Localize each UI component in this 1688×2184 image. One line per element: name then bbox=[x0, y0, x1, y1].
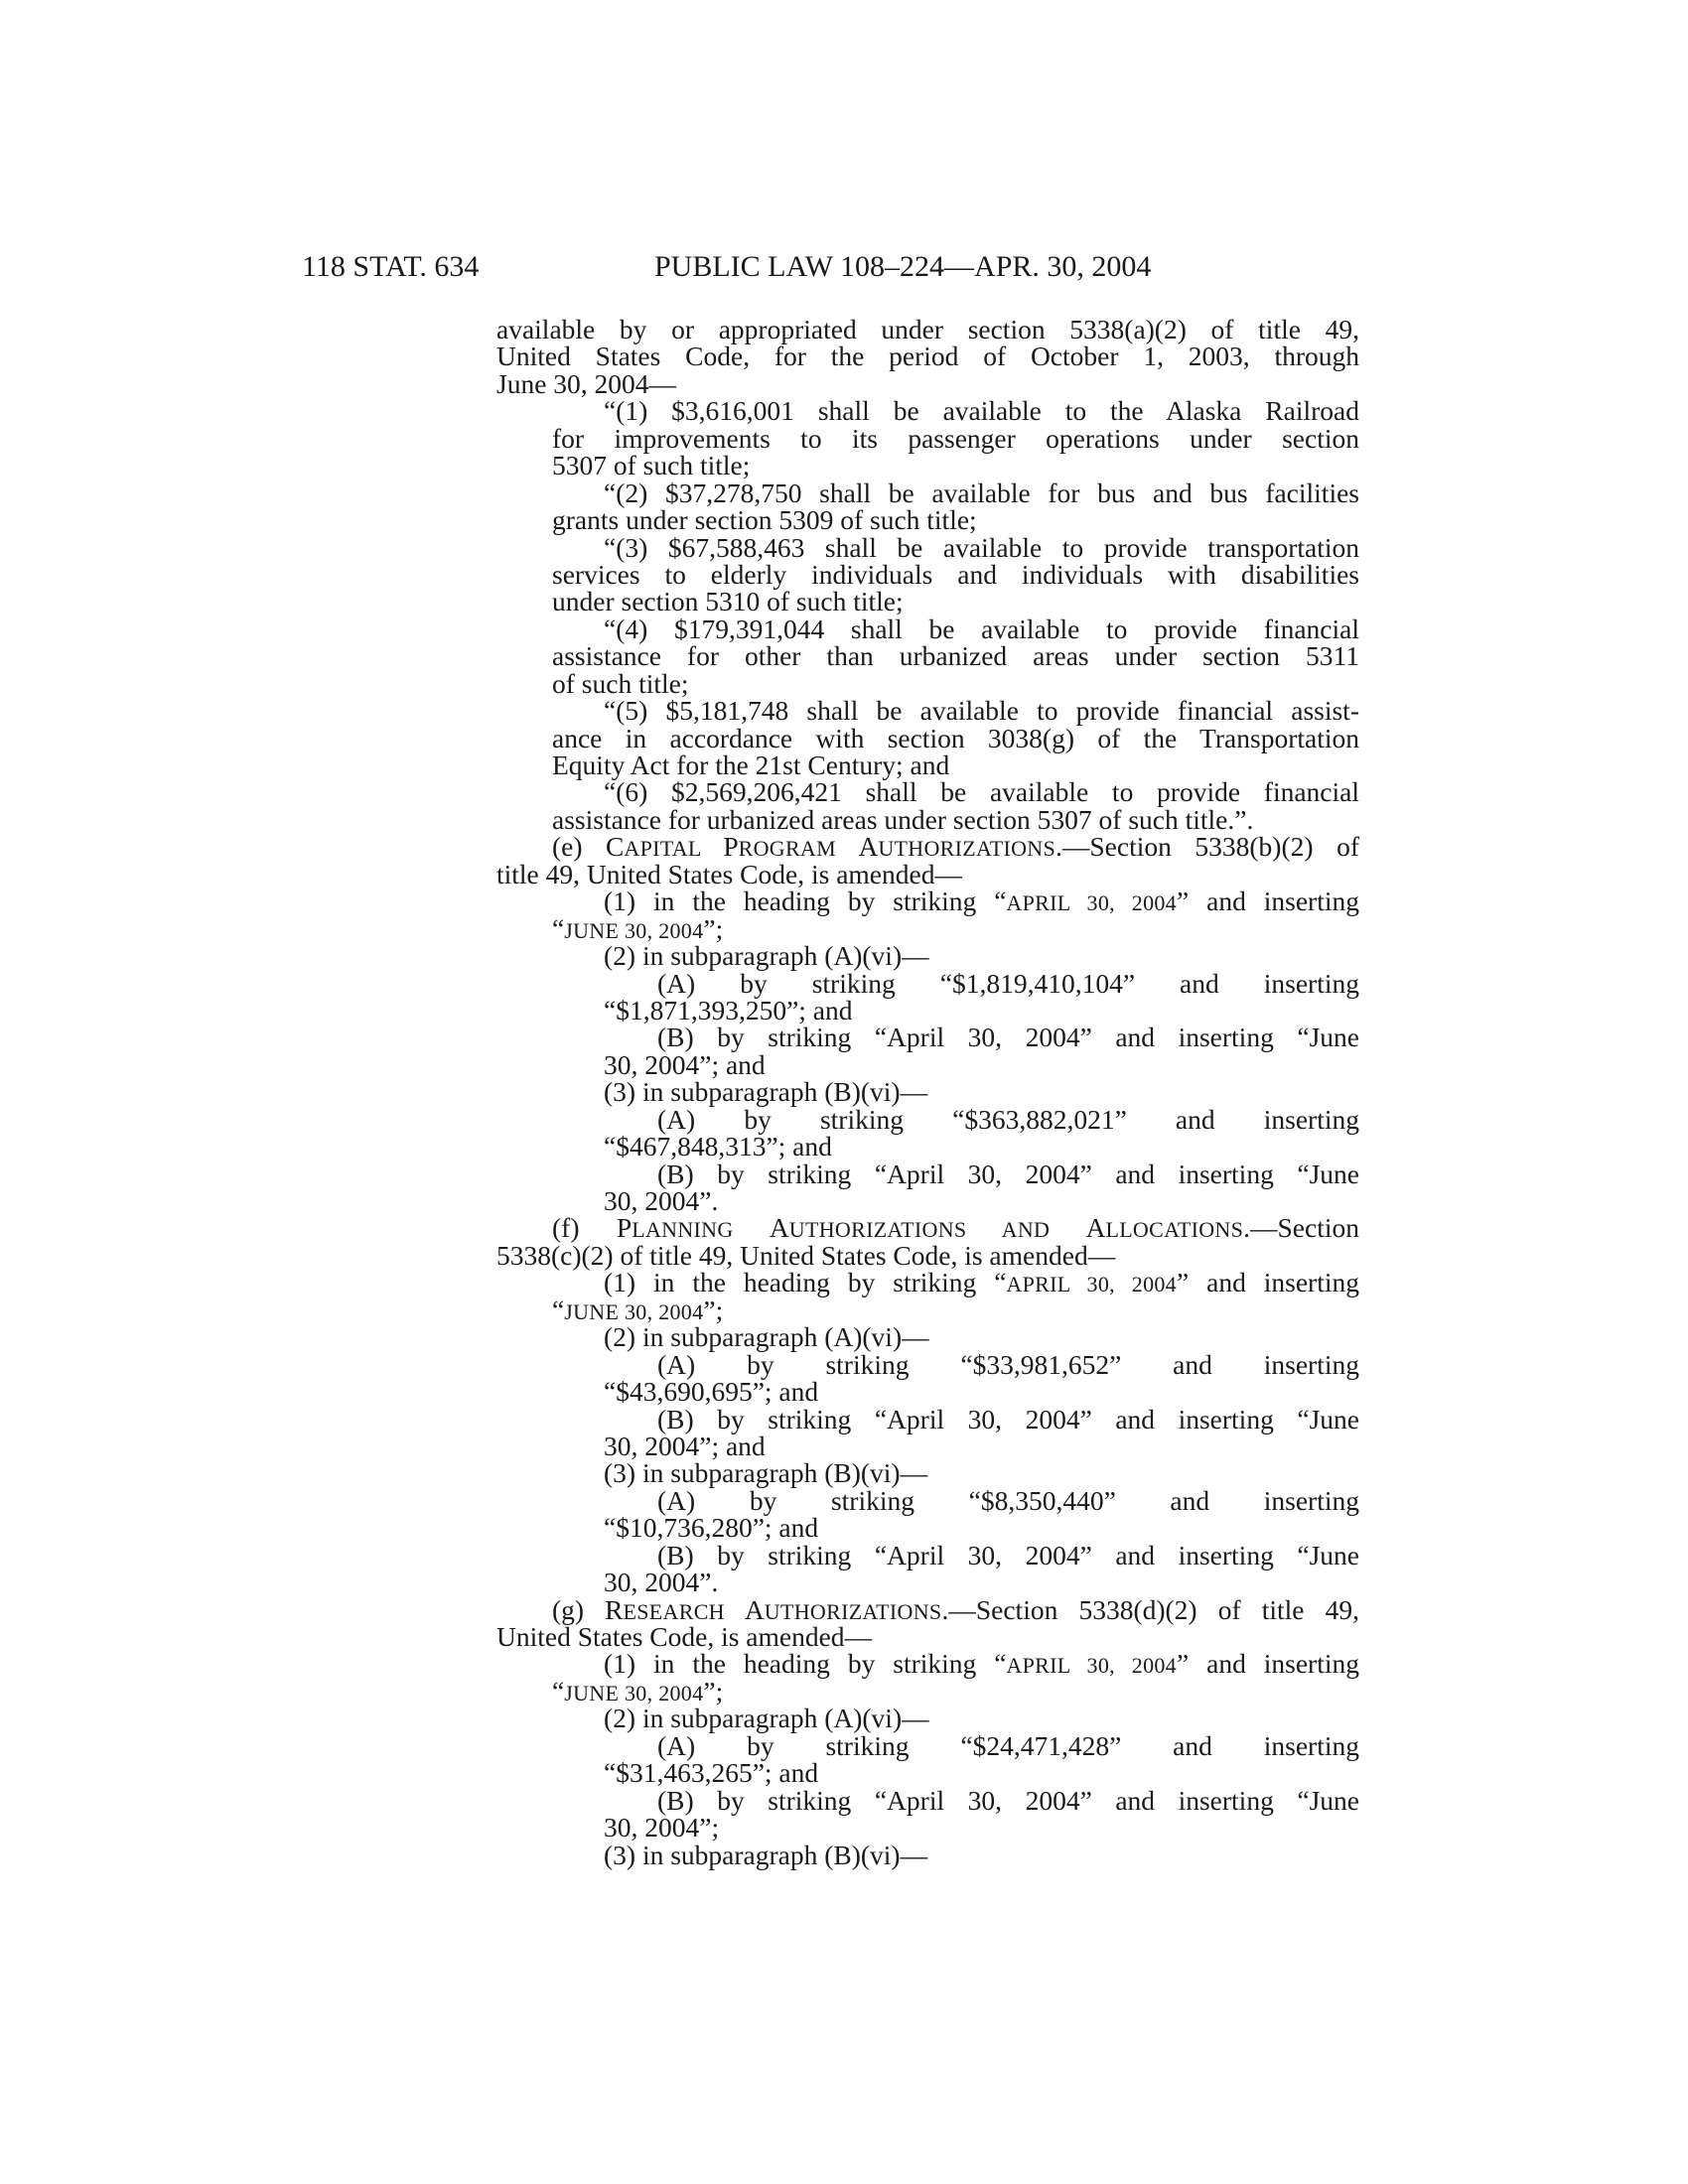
text-run: (3) in subparagraph (B)(vi)— bbox=[604, 1839, 928, 1870]
text-line bbox=[657, 1348, 1359, 1380]
text-run: ”; bbox=[703, 1294, 724, 1325]
text-run: (A) by striking “$1,819,410,104” and inserting bbox=[657, 967, 1359, 999]
text-run: “$10,736,280”; and bbox=[604, 1512, 819, 1544]
text-run: .—Section 5338(d)(2) of title 49, bbox=[941, 1593, 1359, 1625]
text-line bbox=[496, 316, 1359, 342]
text-run: (g) R bbox=[552, 1593, 624, 1625]
small-caps-text: JUNE 30, 2004 bbox=[564, 917, 704, 943]
statute-body-text bbox=[496, 316, 1359, 1868]
text-run: 5338(c)(2) of title 49, United States Code, is amended— bbox=[496, 1239, 1116, 1271]
text-line bbox=[657, 1539, 1359, 1570]
text-run: A bbox=[858, 831, 879, 863]
text-run: United States Code, is amended— bbox=[496, 1621, 873, 1652]
text-run: ”; bbox=[703, 1675, 724, 1706]
text-run: (1) in the heading by striking “ bbox=[604, 1267, 1007, 1298]
text-run: (A) by striking “$24,471,428” and inserting bbox=[657, 1729, 1359, 1761]
text-run: 30, 2004”; and bbox=[604, 1430, 766, 1461]
text-line bbox=[552, 803, 1359, 835]
text-run: (e) C bbox=[552, 831, 625, 863]
small-caps-text: JUNE 30, 2004 bbox=[564, 1298, 704, 1324]
text-run: A bbox=[1085, 1212, 1106, 1244]
text-run: of such title; bbox=[552, 667, 689, 699]
text-run: (1) in the heading by striking “ bbox=[604, 1648, 1007, 1680]
small-caps-text: ESEARCH bbox=[623, 1598, 745, 1624]
text-run: assistance for other than urbanized areas under section 5311 bbox=[552, 640, 1359, 672]
text-run: available by or appropriated under section 5338(a)(2) of title 49, bbox=[496, 314, 1359, 344]
text-run: (B) by striking “April 30, 2004” and inserting “June bbox=[657, 1158, 1359, 1189]
text-run: A bbox=[769, 1212, 789, 1244]
text-run: “$31,463,265”; and bbox=[604, 1757, 819, 1789]
text-line bbox=[604, 1567, 1359, 1598]
text-line bbox=[604, 695, 1359, 727]
text-line bbox=[604, 1376, 1359, 1408]
text-line bbox=[604, 1048, 1359, 1080]
text-run: services to elderly individuals and individuals with disabilities bbox=[552, 558, 1359, 590]
text-line bbox=[604, 1133, 1359, 1160]
small-caps-text: LANNING bbox=[632, 1217, 770, 1243]
small-caps-text: UTHORIZATIONS bbox=[878, 836, 1055, 862]
text-run: “(1) $3,616,001 shall be available to the Alaska Railroad bbox=[604, 395, 1359, 427]
text-line bbox=[604, 940, 1359, 972]
small-caps-text: LLOCATIONS bbox=[1105, 1217, 1244, 1243]
text-line bbox=[604, 886, 1359, 917]
text-line bbox=[552, 586, 1359, 617]
text-line bbox=[496, 1623, 1359, 1650]
statute-page-reference: 118 STAT. 634 bbox=[302, 250, 480, 283]
text-line bbox=[496, 341, 1359, 372]
text-line bbox=[552, 450, 1359, 481]
text-line bbox=[552, 667, 1359, 699]
text-run: title 49, United States Code, is amended— bbox=[496, 858, 962, 889]
text-run: “(4) $179,391,044 shall be available to provide financial bbox=[604, 613, 1359, 644]
text-line bbox=[604, 1457, 1359, 1489]
text-run: P bbox=[723, 831, 739, 863]
text-line bbox=[604, 1703, 1359, 1734]
text-run: 30, 2004”; bbox=[604, 1812, 720, 1843]
text-line bbox=[496, 367, 1359, 399]
text-run: grants under section 5309 of such title; bbox=[552, 504, 977, 536]
text-line bbox=[604, 1076, 1359, 1108]
text-run: “ bbox=[552, 1675, 565, 1706]
text-run: (A) by striking “$33,981,652” and inserting bbox=[657, 1348, 1359, 1380]
small-caps-text: APITAL bbox=[624, 836, 724, 862]
text-line bbox=[552, 422, 1359, 454]
text-run: “(2) $37,278,750 shall be available for bus and bus facilities bbox=[604, 477, 1359, 508]
text-line bbox=[657, 1484, 1359, 1516]
text-run: ” and inserting bbox=[1176, 1267, 1359, 1298]
text-line bbox=[657, 1160, 1359, 1187]
text-line bbox=[604, 1187, 1359, 1214]
text-run: (f) P bbox=[552, 1212, 633, 1244]
text-line bbox=[604, 1814, 1359, 1841]
public-law-title: PUBLIC LAW 108–224—APR. 30, 2004 bbox=[654, 250, 1152, 283]
small-caps-text: APRIL 30, 2004 bbox=[1006, 890, 1177, 916]
small-caps-text: UTHORIZATIONS bbox=[764, 1598, 942, 1624]
text-run: for improvements to its passenger operations under section bbox=[552, 422, 1359, 454]
text-run: (A) by striking “$363,882,021” and inserting bbox=[657, 1103, 1359, 1135]
text-line bbox=[552, 1675, 1359, 1706]
small-caps-text: JUNE 30, 2004 bbox=[564, 1680, 704, 1706]
text-run: (B) by striking “April 30, 2004” and inserting “June bbox=[657, 1539, 1359, 1570]
text-run: “(5) $5,181,748 shall be available to provide financial assist- bbox=[604, 695, 1359, 727]
text-run: ” and inserting bbox=[1176, 886, 1359, 917]
text-run: “$43,690,695”; and bbox=[604, 1376, 819, 1408]
text-line bbox=[552, 1593, 1359, 1625]
text-run: 5307 of such title; bbox=[552, 450, 751, 481]
text-line bbox=[604, 1839, 1359, 1870]
text-run: “(6) $2,569,206,421 shall be available to provide financial bbox=[604, 776, 1359, 808]
text-line bbox=[657, 1729, 1359, 1761]
text-run: (A) by striking “$8,350,440” and inserting bbox=[657, 1484, 1359, 1516]
text-line bbox=[657, 1403, 1359, 1434]
text-line bbox=[657, 1784, 1359, 1816]
text-line bbox=[604, 1321, 1359, 1353]
text-line bbox=[552, 722, 1359, 753]
text-run: June 30, 2004— bbox=[496, 367, 677, 399]
small-caps-text: ROGRAM bbox=[738, 836, 859, 862]
text-line bbox=[604, 1757, 1359, 1789]
text-run: (1) in the heading by striking “ bbox=[604, 886, 1007, 917]
text-run: “ bbox=[552, 912, 565, 944]
text-line bbox=[604, 531, 1359, 563]
text-line bbox=[604, 395, 1359, 427]
text-line bbox=[604, 615, 1359, 642]
text-run: (B) by striking “April 30, 2004” and inserting “June bbox=[657, 1022, 1359, 1053]
text-line bbox=[552, 1212, 1359, 1244]
text-run: 30, 2004”. bbox=[604, 1185, 719, 1216]
text-line bbox=[657, 967, 1359, 999]
small-caps-text: APRIL 30, 2004 bbox=[1006, 1653, 1177, 1679]
text-run: ance in accordance with section 3038(g) of the Transportation bbox=[552, 722, 1359, 753]
text-line bbox=[496, 858, 1359, 889]
text-run: .—Section 5338(b)(2) of bbox=[1055, 831, 1359, 863]
text-run: 30, 2004”. bbox=[604, 1567, 719, 1598]
text-line bbox=[604, 1269, 1359, 1296]
text-line bbox=[552, 504, 1359, 536]
text-run: “$1,871,393,250”; and bbox=[604, 994, 853, 1025]
text-line bbox=[552, 751, 1359, 778]
running-header bbox=[0, 250, 1688, 290]
text-run: (B) by striking “April 30, 2004” and inserting “June bbox=[657, 1784, 1359, 1816]
text-line bbox=[604, 1512, 1359, 1544]
text-run: (2) in subparagraph (A)(vi)— bbox=[604, 1703, 929, 1734]
text-run: under section 5310 of such title; bbox=[552, 586, 904, 617]
text-line bbox=[552, 640, 1359, 672]
text-line bbox=[552, 831, 1359, 863]
text-line bbox=[496, 1239, 1359, 1271]
text-line bbox=[604, 1648, 1359, 1680]
text-run: 30, 2004”; and bbox=[604, 1048, 766, 1080]
small-caps-text: APRIL 30, 2004 bbox=[1006, 1272, 1177, 1297]
text-run: (2) in subparagraph (A)(vi)— bbox=[604, 1321, 929, 1353]
text-line bbox=[604, 1430, 1359, 1461]
text-run: A bbox=[744, 1593, 765, 1625]
text-run: assistance for urbanized areas under section 5307 of such title.”. bbox=[552, 803, 1254, 835]
text-run: .—Section bbox=[1243, 1212, 1359, 1244]
text-run: (3) in subparagraph (B)(vi)— bbox=[604, 1457, 928, 1489]
text-run: “$467,848,313”; and bbox=[604, 1131, 832, 1162]
small-caps-text: UTHORIZATIONS AND bbox=[788, 1217, 1086, 1243]
text-run: “(3) $67,588,463 shall be available to provide transportation bbox=[604, 531, 1359, 563]
text-line bbox=[604, 994, 1359, 1025]
text-line bbox=[552, 912, 1359, 944]
text-run: (2) in subparagraph (A)(vi)— bbox=[604, 940, 929, 972]
text-run: Equity Act for the 21st Century; and bbox=[552, 750, 950, 780]
text-run: ” and inserting bbox=[1176, 1648, 1359, 1680]
text-run: (B) by striking “April 30, 2004” and inserting “June bbox=[657, 1403, 1359, 1434]
text-line bbox=[657, 1022, 1359, 1053]
text-line bbox=[552, 558, 1359, 590]
text-line bbox=[604, 776, 1359, 808]
text-run: “ bbox=[552, 1294, 565, 1325]
text-run: ”; bbox=[703, 912, 724, 944]
text-run: (3) in subparagraph (B)(vi)— bbox=[604, 1076, 928, 1108]
text-run: United States Code, for the period of October 1, 2003, through bbox=[496, 341, 1359, 372]
text-line bbox=[657, 1103, 1359, 1135]
text-line bbox=[604, 479, 1359, 506]
text-line bbox=[552, 1294, 1359, 1325]
